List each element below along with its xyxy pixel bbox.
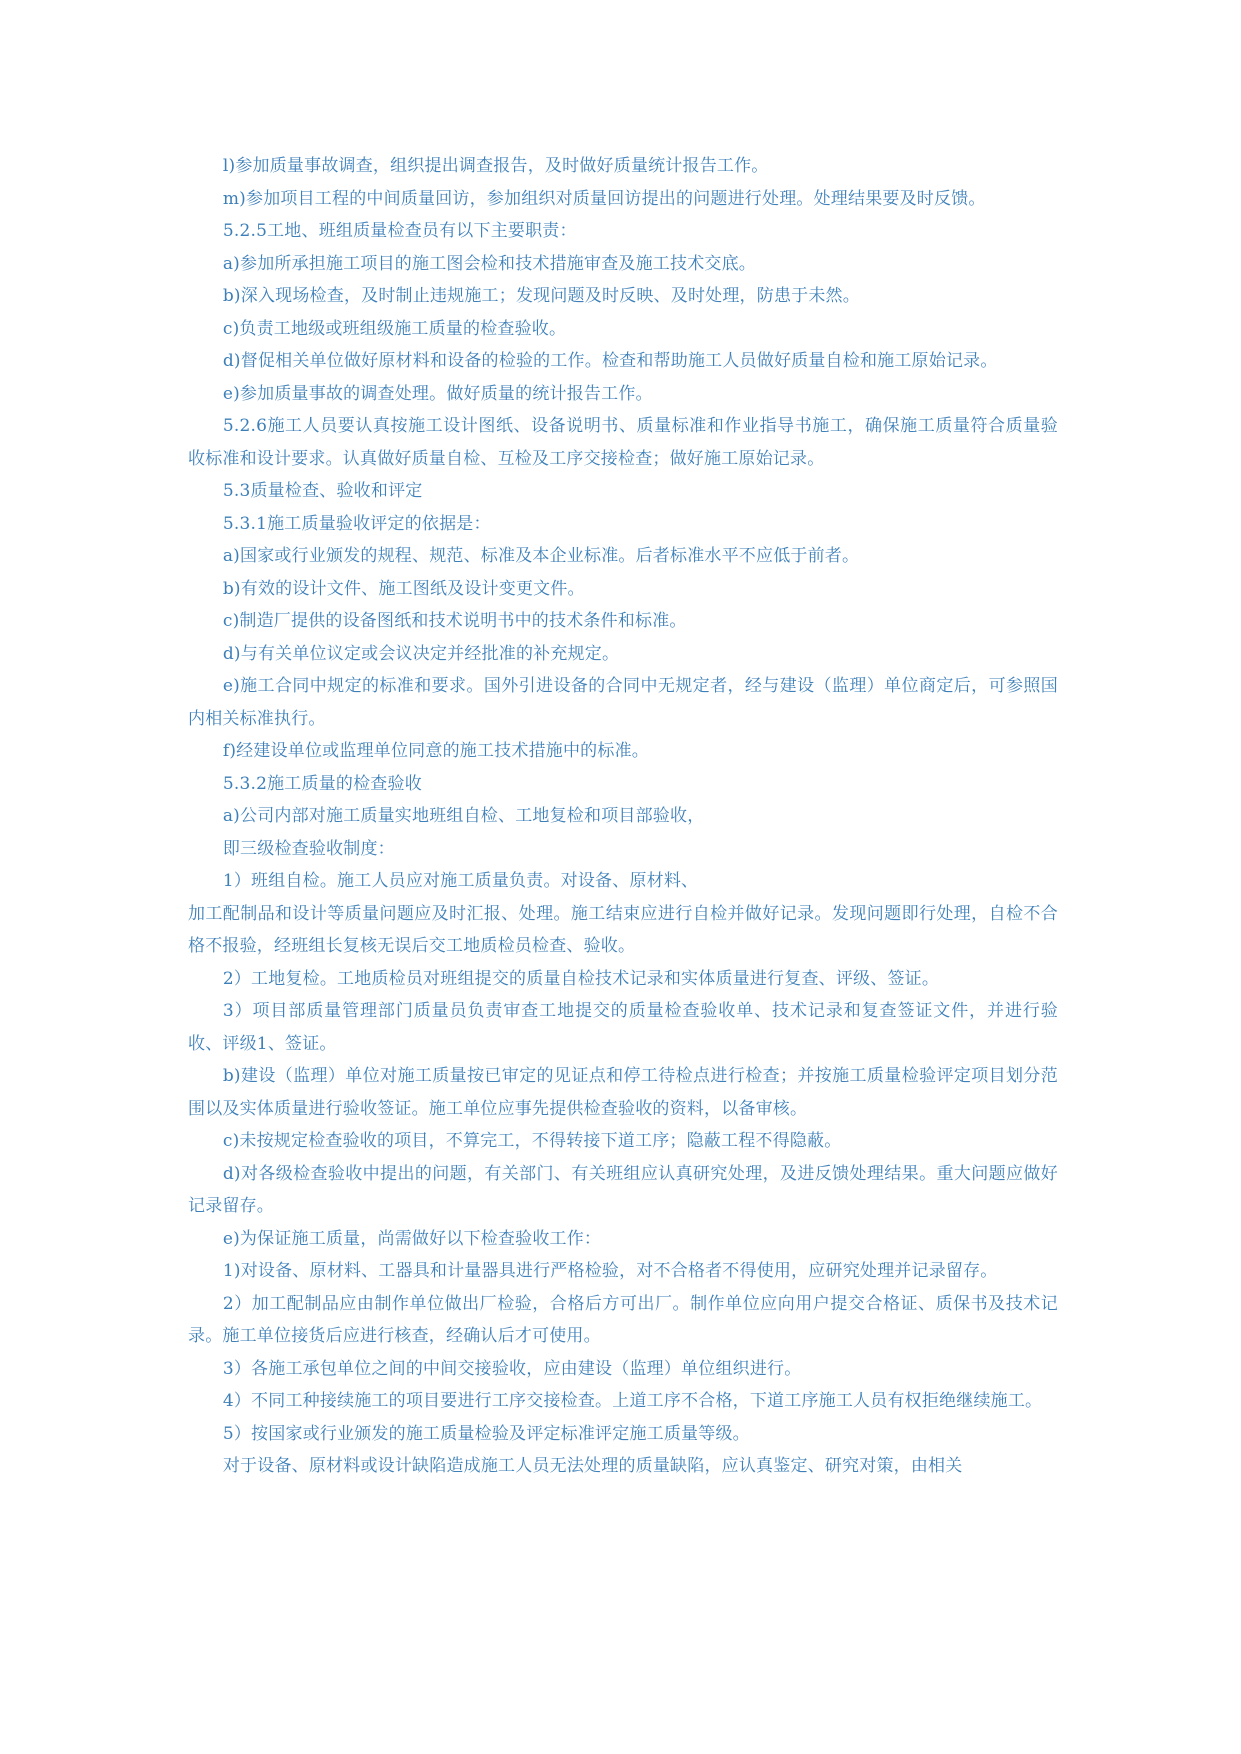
paragraph: 3）各施工承包单位之间的中间交接验收，应由建设（监理）单位组织进行。 xyxy=(222,1358,802,1379)
paragraph: d)督促相关单位做好原材料和设备的检验的工作。检查和帮助施工人员做好质量自检和施工原始记录。 xyxy=(222,351,998,371)
paragraph: 对于设备、原材料或设计缺陷造成施工人员无法处理的质量缺陷，应认真鉴定、研究对策，由相关 xyxy=(222,1456,963,1476)
document-body xyxy=(188,150,1058,1483)
paragraph: a)参加所承担施工项目的施工图会检和技术措施审查及施工技术交底。 xyxy=(222,253,757,274)
paragraph: l)参加质量事故调查，组织提出调查报告，及时做好质量统计报告工作。 xyxy=(222,156,769,176)
paragraph: 2）加工配制品应由制作单位做出厂检验，合格后方可出厂。制作单位应向用户提交合格证、质保书及技术记录。施工单位接货后应进行核查，经确认后才可使用。 xyxy=(188,1293,1058,1346)
paragraph: a)国家或行业颁发的规程、规范、标准及本企业标准。后者标准水平不应低于前者。 xyxy=(222,546,860,566)
paragraph: e)施工合同中规定的标准和要求。国外引进设备的合同中无规定者，经与建设（监理）单位商定后，可参照国内相关标准执行。 xyxy=(188,676,1058,729)
paragraph: c)制造厂提供的设备图纸和技术说明书中的技术条件和标准。 xyxy=(222,611,687,631)
paragraph: e)为保证施工质量，尚需做好以下检查验收工作： xyxy=(222,1228,602,1249)
paragraph: d)与有关单位议定或会议决定并经批准的补充规定。 xyxy=(222,643,620,664)
paragraph: m)参加项目工程的中间质量回访，参加组织对质量回访提出的问题进行处理。处理结果要及时反馈。 xyxy=(222,188,986,209)
paragraph: f)经建设单位或监理单位同意的施工技术措施中的标准。 xyxy=(222,741,649,761)
paragraph: c)负责工地级或班组级施工质量的检查验收。 xyxy=(222,318,567,339)
paragraph: 4）不同工种接续施工的项目要进行工序交接检查。上道工序不合格，下道工序施工人员有权拒绝继续施工。 xyxy=(222,1391,1043,1411)
paragraph: a)公司内部对施工质量实地班组自检、工地复检和项目部验收， xyxy=(222,806,705,826)
paragraph: 2）工地复检。工地质检员对班组提交的质量自检技术记录和实体质量进行复查、评级、签证。 xyxy=(222,968,940,989)
paragraph: 1）班组自检。施工人员应对施工质量负责。对设备、原材料、 xyxy=(222,871,699,891)
paragraph: 3）项目部质量管理部门质量员负责审查工地提交的质量检查验收单、技术记录和复查签证文件，并进行验收、评级1、签证。 xyxy=(188,1001,1058,1054)
paragraph: 1)对设备、原材料、工器具和计量器具进行严格检验，对不合格者不得使用，应研究处理并记录留存。 xyxy=(222,1261,998,1281)
paragraph: 即三级检查验收制度： xyxy=(222,838,395,859)
paragraph: c)未按规定检查验收的项目，不算完工，不得转接下道工序；隐蔽工程不得隐蔽。 xyxy=(222,1131,842,1151)
paragraph: e)参加质量事故的调查处理。做好质量的统计报告工作。 xyxy=(222,383,653,404)
section-heading: 5.3质量检查、验收和评定 xyxy=(222,481,423,501)
section-heading: 5.2.6施工人员要认真按施工设计图纸、设备说明书、质量标准和作业指导书施工，确保施工质量符合质量验收标准和设计要求。认真做好质量自检、互检及工序交接检查；做好施工原始记录。 xyxy=(188,416,1058,469)
paragraph: 加工配制品和设计等质量问题应及时汇报、处理。施工结束应进行自检并做好记录。发现问题即行处理，自检不合格不报验，经班组长复核无误后交工地质检员检查、验收。 xyxy=(188,903,1058,956)
paragraph: b)深入现场检查，及时制止违规施工；发现问题及时反映、及时处理，防患于未然。 xyxy=(222,286,860,306)
paragraph: b)建设（监理）单位对施工质量按已审定的见证点和停工待检点进行检查；并按施工质量检验评定项目划分范围以及实体质量进行验收签证。施工单位应事先提供检查验收的资料，以备审核。 xyxy=(188,1066,1058,1119)
section-heading: 5.3.2施工质量的检查验收 xyxy=(222,773,422,794)
paragraph: 5）按国家或行业颁发的施工质量检验及评定标准评定施工质量等级。 xyxy=(222,1423,750,1444)
section-heading: 5.2.5工地、班组质量检查员有以下主要职责： xyxy=(222,221,577,241)
paragraph: d)对各级检查验收中提出的问题，有关部门、有关班组应认真研究处理，及进反馈处理结果。重大问题应做好记录留存。 xyxy=(188,1163,1058,1216)
section-heading: 5.3.1施工质量验收评定的依据是： xyxy=(222,513,491,534)
paragraph: b)有效的设计文件、施工图纸及设计变更文件。 xyxy=(222,578,585,599)
